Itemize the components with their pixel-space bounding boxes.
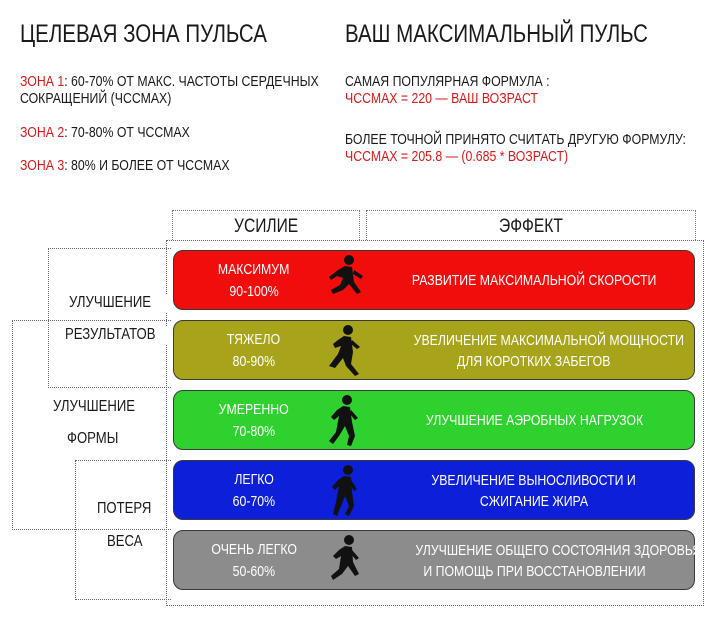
runner-icon [321, 464, 373, 518]
goal-fitness-line1: УЛУЧШЕНИЕ [50, 398, 156, 416]
band-effect: УЛУЧШЕНИЕ АЭРОБНЫХ НАГРУЗОК [425, 412, 643, 429]
goal-weight-line1: ПОТЕРЯ [94, 500, 166, 518]
band-effect: УВЕЛИЧЕНИЕ ВЫНОСЛИВОСТИ И СЖИГАНИЕ ЖИРА [431, 472, 637, 510]
runner-icon [321, 394, 373, 448]
max-pulse-title: ВАШ МАКСИМАЛЬНЫЙ ПУЛЬС [345, 20, 648, 48]
band-effect: УЛУЧШЕНИЕ ОБЩЕГО СОСТОЯНИЯ ЗДОРОВЬЯ И ПОМОЩЬ ПРИ ВОССТАНОВЛЕНИИ [415, 542, 702, 580]
band-effect: РАЗВИТИЕ МАКСИМАЛЬНОЙ СКОРОСТИ [411, 272, 657, 289]
runner-icon [321, 254, 373, 308]
band-level: ЛЕГКО 60-70% [232, 471, 276, 510]
effect-header: ЭФФЕКТ [366, 210, 696, 240]
band-level: ТЯЖЕЛО 80-90% [227, 331, 281, 370]
zone-1-text: ЗОНА 1: 60-70% ОТ МАКС. ЧАСТОТЫ СЕРДЕЧНЫХ СОКРАЩЕНИЙ (ЧССМАХ) [20, 73, 319, 107]
zone-3-text: ЗОНА 3: 80% И БОЛЕЕ ОТ ЧССМАХ [20, 157, 230, 174]
runner-icon [321, 324, 373, 378]
band-moderate [173, 390, 695, 450]
band-maximum [173, 250, 695, 310]
runner-icon [321, 534, 373, 588]
goal-performance-line2: РЕЗУЛЬТАТОВ [62, 326, 178, 344]
band-level: ОЧЕНЬ ЛЕГКО 50-60% [211, 541, 297, 580]
band-effect: УВЕЛИЧЕНИЕ МАКСИМАЛЬНОЙ МОЩНОСТИ ДЛЯ КОРОТКИХ ЗАБЕГОВ [413, 332, 684, 370]
goal-performance-line1: УЛУЧШЕНИЕ [66, 294, 172, 312]
band-easy [173, 460, 695, 520]
band-level: МАКСИМУМ 90-100% [218, 261, 290, 300]
goal-weight-line2: ВЕСА [104, 533, 153, 551]
zone-2-text: ЗОНА 2: 70-80% ОТ ЧССМАХ [20, 124, 190, 141]
weight-bracket [75, 460, 171, 600]
formula-2: БОЛЕЕ ТОЧНОЙ ПРИНЯТО СЧИТАТЬ ДРУГУЮ ФОРМУЛУ: ЧССМАХ = 205.8 — (0.685 * ВОЗРАСТ) [345, 131, 686, 165]
effort-header: УСИЛИЕ [172, 210, 360, 240]
band-hard [173, 320, 695, 380]
formula-1: САМАЯ ПОПУЛЯРНАЯ ФОРМУЛА : ЧССМАХ = 220 — ВАШ ВОЗРАСТ [345, 73, 550, 107]
heart-zone-title: ЦЕЛЕВАЯ ЗОНА ПУЛЬСА [20, 20, 267, 48]
goal-fitness-line2: ФОРМЫ [64, 430, 133, 448]
band-very-easy [173, 530, 702, 590]
band-level: УМЕРЕННО 70-80% [218, 401, 290, 440]
